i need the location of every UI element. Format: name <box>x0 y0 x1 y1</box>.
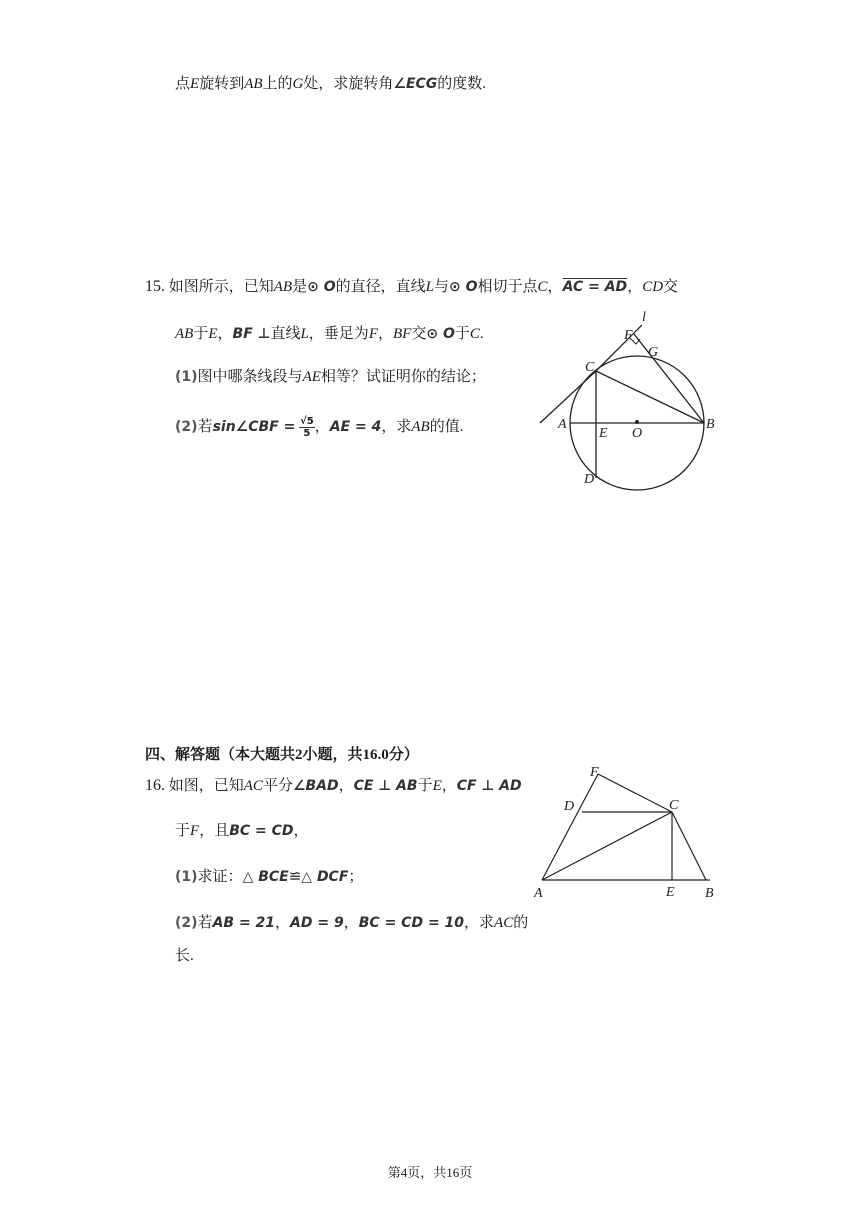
bf-perp: BF ⊥ <box>232 326 271 342</box>
text: ，求 <box>381 419 412 435</box>
triangle-bce: △ BCE <box>242 869 289 885</box>
text: ，求 <box>464 915 495 931</box>
text: ， <box>343 915 359 931</box>
text: 如图所示，已知 <box>168 279 274 295</box>
label-O: O <box>632 426 643 441</box>
label-F: F <box>590 765 599 780</box>
q15-part2 <box>175 412 463 442</box>
page-footer <box>0 1162 860 1181</box>
text: ，且 <box>199 823 230 839</box>
text: 于 <box>175 823 191 839</box>
circle-O: ⊙ O <box>426 326 455 342</box>
section-title <box>145 743 419 764</box>
text: ， <box>314 419 330 435</box>
var-E: E <box>190 76 200 92</box>
line-AC <box>542 812 672 880</box>
var-E: E <box>432 778 442 794</box>
q15-line2 <box>175 323 484 345</box>
text: 若 <box>197 419 213 435</box>
text: 于 <box>193 326 209 342</box>
tangent-line-upper <box>596 325 642 371</box>
text: ， <box>441 778 457 794</box>
label-C: C <box>585 360 595 375</box>
label-D: D <box>564 799 575 814</box>
line-FC <box>598 774 672 812</box>
label-A: A <box>558 417 567 432</box>
text: . <box>479 326 484 342</box>
text: 直线 <box>270 326 301 342</box>
q16-line2 <box>175 820 309 842</box>
var-C: C <box>469 326 480 342</box>
score: 16.0 <box>362 747 389 763</box>
sin-cbf: sin∠CBF = <box>212 419 296 435</box>
ad-value: AD = 9 <box>290 915 344 931</box>
line-CB <box>672 812 706 880</box>
text: ， <box>547 279 563 295</box>
text: ， <box>275 915 291 931</box>
text: 相等？试证明你的结论； <box>320 369 486 385</box>
arc-equality: AC = AD <box>562 279 628 295</box>
var-AB: AB <box>244 76 263 92</box>
text: 页，共 <box>407 1165 447 1180</box>
text: 是 <box>292 279 308 295</box>
text: 于 <box>454 326 470 342</box>
var-E: E <box>208 326 218 342</box>
text: 与 <box>433 279 449 295</box>
q15-line1 <box>145 276 678 298</box>
ae-value: AE = 4 <box>329 419 382 435</box>
text: 平分 <box>262 778 293 794</box>
text: 分） <box>388 747 419 763</box>
text: 的直径，直线 <box>335 279 426 295</box>
circle-O: ⊙ O <box>449 279 478 295</box>
congruent-sign: ≌ <box>288 869 302 885</box>
text: 的值. <box>429 419 464 435</box>
label-A: A <box>534 886 543 901</box>
var-C: C <box>537 279 548 295</box>
label-l: l <box>642 310 646 325</box>
text: 第 <box>387 1165 401 1180</box>
q16-part1 <box>175 866 363 888</box>
text: 四、解答题（本大题共 <box>145 747 296 763</box>
label-F: F <box>624 328 633 343</box>
text: 上的 <box>262 76 293 92</box>
text: 交 <box>663 279 679 295</box>
text: 点 <box>175 76 191 92</box>
question-count: 2 <box>295 747 303 763</box>
bc-eq-cd: BC = CD <box>229 823 294 839</box>
text: ， <box>338 778 354 794</box>
text: 处，求旋转角 <box>303 76 394 92</box>
label-D: D <box>584 472 595 487</box>
var-G: G <box>292 76 304 92</box>
part-number: (2) <box>175 915 198 931</box>
tangent-line-lower <box>540 371 596 423</box>
text: 如图，已知 <box>168 778 244 794</box>
page-number: 4 <box>400 1165 408 1180</box>
text: ， <box>627 279 643 295</box>
text: 求证： <box>197 869 243 885</box>
part-number: (2) <box>175 419 198 435</box>
text: ； <box>348 869 364 885</box>
var-AB: AB <box>175 326 194 342</box>
text: 交 <box>411 326 427 342</box>
circle-O: ⊙ O <box>307 279 336 295</box>
text: 的度数. <box>437 76 487 92</box>
text: ，垂足为 <box>308 326 369 342</box>
center-dot <box>635 420 639 424</box>
cf-perp: CF ⊥ AD <box>456 778 522 794</box>
bc-cd-value: BC = CD = 10 <box>358 915 465 931</box>
line-AF <box>542 774 598 880</box>
text: 若 <box>197 915 213 931</box>
text: 小题，共 <box>302 747 363 763</box>
q16-figure <box>528 762 728 904</box>
var-L: L <box>425 279 434 295</box>
text: 相切于点 <box>477 279 538 295</box>
label-C: C <box>669 798 679 813</box>
var-L: L <box>300 326 309 342</box>
var-AB: AB <box>411 419 430 435</box>
segment-fb <box>634 334 704 423</box>
text: 页 <box>459 1165 473 1180</box>
angle-BAD: ∠BAD <box>292 778 339 794</box>
text: ， <box>293 823 309 839</box>
text: 长. <box>175 948 194 964</box>
label-B: B <box>706 417 715 432</box>
continuation-line <box>175 73 486 95</box>
text: ， <box>377 326 393 342</box>
triangle-dcf: △ DCF <box>301 869 349 885</box>
q16-line1 <box>145 775 522 797</box>
label-E: E <box>666 885 675 900</box>
var-CD: CD <box>642 279 664 295</box>
var-BF: BF <box>393 326 412 342</box>
angle-ECG: ∠ECG <box>393 76 438 92</box>
q15-part1 <box>175 366 486 388</box>
var-AC: AC <box>243 778 263 794</box>
fraction <box>299 416 315 439</box>
text: 于 <box>417 778 433 794</box>
total-pages: 16 <box>446 1165 460 1180</box>
text: ， <box>217 326 233 342</box>
question-number: 16. <box>145 777 165 794</box>
part-number: (1) <box>175 869 198 885</box>
question-number: 15. <box>145 278 165 295</box>
q16-part2-cont <box>175 945 194 967</box>
fraction-bottom: 5 <box>303 428 311 440</box>
text: 的 <box>513 915 529 931</box>
label-G: G <box>648 345 659 360</box>
var-F: F <box>368 326 378 342</box>
text: 旋转到 <box>199 76 245 92</box>
ab-value: AB = 21 <box>212 915 276 931</box>
var-AE: AE <box>302 369 321 385</box>
fraction-top: √5 <box>300 416 314 428</box>
var-F: F <box>190 823 200 839</box>
var-AC: AC <box>494 915 514 931</box>
text: 图中哪条线段与 <box>197 369 303 385</box>
ce-perp: CE ⊥ AB <box>353 778 418 794</box>
var-AB: AB <box>273 279 293 295</box>
label-E: E <box>599 426 608 441</box>
q16-part2 <box>175 912 528 934</box>
label-B: B <box>705 886 714 901</box>
q15-figure <box>530 305 730 495</box>
part-number: (1) <box>175 369 198 385</box>
